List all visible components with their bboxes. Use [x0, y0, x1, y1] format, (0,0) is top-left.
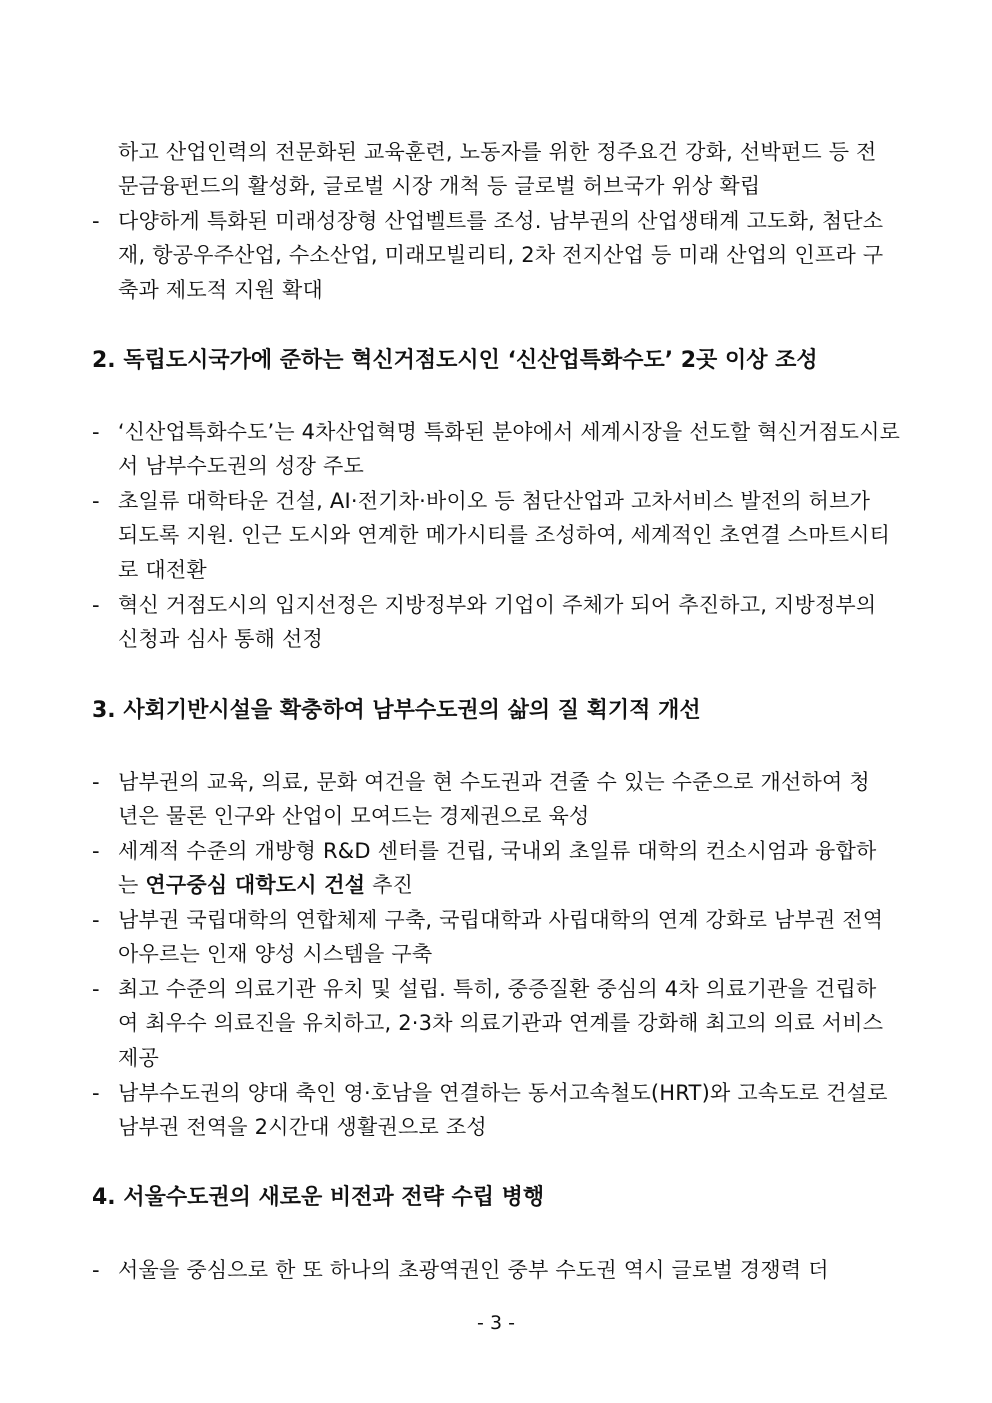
emphasis-text: 연구중심 대학도시 건설	[145, 873, 366, 897]
bullet-item	[92, 972, 877, 1006]
paragraph-line: 남부권 전역을 2시간대 생활권으로 조성	[118, 1115, 487, 1139]
paragraph-line: 서 남부수도권의 성장 주도	[118, 454, 364, 478]
paragraph-line: 문금융펀드의 활성화, 글로벌 시장 개척 등 글로벌 허브국가 위상 확립	[118, 174, 761, 198]
bullet-dash: -	[92, 908, 100, 932]
bullet-dash: -	[92, 839, 100, 863]
bullet-item	[92, 903, 883, 937]
paragraph-line: 아우르는 인재 양성 시스템을 구축	[118, 942, 433, 966]
bullet-item	[92, 415, 900, 449]
bullet-dash: -	[92, 209, 100, 233]
bullet-item	[92, 204, 883, 238]
bullet-text: 초일류 대학타운 건설, AI·전기차·바이오 등 첨단산업과 고차서비스 발전의 허브가	[118, 489, 871, 513]
paragraph-line: 년은 물론 인구와 산업이 모여드는 경제권으로 육성	[118, 804, 590, 828]
paragraph-line: 여 최우수 의료진을 유치하고, 2·3차 의료기관과 연계를 강화해 최고의 의료 서비스	[118, 1011, 884, 1035]
bullet-text: 세계적 수준의 개방형 R&D 센터를 건립, 국내외 초일류 대학의 컨소시엄과 융합하	[118, 839, 877, 863]
paragraph-line: 로 대전환	[118, 558, 207, 582]
bullet-text: 최고 수준의 의료기관 유치 및 설립. 특히, 중증질환 중심의 4차 의료기관을 건립하	[118, 977, 877, 1001]
page-number: - 3 -	[477, 1312, 515, 1334]
paragraph-line: 재, 항공우주산업, 수소산업, 미래모빌리티, 2차 전지산업 등 미래 산업의 인프라 구	[118, 243, 884, 267]
bullet-text: 다양하게 특화된 미래성장형 산업벨트를 조성. 남부권의 산업생태계 고도화, 첨단소	[118, 209, 884, 233]
bullet-item	[92, 1076, 888, 1110]
bullet-dash: -	[92, 489, 100, 513]
bullet-text: 남부권의 교육, 의료, 문화 여건을 현 수도권과 견줄 수 있는 수준으로 개선하여 청	[118, 770, 870, 794]
section-heading-2: 2. 독립도시국가에 준하는 혁신거점도시인 ‘신산업특화수도’ 2곳 이상 조성	[92, 348, 818, 373]
bullet-item	[92, 765, 870, 799]
text-segment: 는	[118, 873, 146, 897]
bullet-text: ‘신산업특화수도’는 4차산업혁명 특화된 분야에서 세계시장을 선도할 혁신거점도시로	[117, 420, 900, 444]
bullet-text: 남부권 국립대학의 연합체제 구축, 국립대학과 사립대학의 연계 강화로 남부권 전역	[118, 908, 884, 932]
bullet-dash: -	[92, 420, 100, 444]
paragraph-line: 신청과 심사 통해 선정	[118, 627, 323, 651]
bullet-dash: -	[92, 1081, 100, 1105]
bullet-text: 서울을 중심으로 한 또 하나의 초광역권인 중부 수도권 역시 글로벌 경쟁력 더	[118, 1258, 829, 1282]
paragraph-line: 하고 산업인력의 전문화된 교육훈련, 노동자를 위한 정주요건 강화, 선박펀드 등 전	[118, 140, 877, 164]
bullet-dash: -	[92, 977, 100, 1001]
bullet-item	[92, 834, 876, 868]
paragraph-line: 축과 제도적 지원 확대	[118, 278, 323, 302]
bullet-item	[92, 1253, 829, 1287]
bullet-item	[92, 588, 876, 622]
section-heading-3: 3. 사회기반시설을 확충하여 남부수도권의 삶의 질 획기적 개선	[92, 698, 701, 723]
paragraph-line	[118, 868, 413, 902]
bullet-text: 혁신 거점도시의 입지선정은 지방정부와 기업이 주체가 되어 추진하고, 지방정부의	[118, 593, 877, 617]
bullet-dash: -	[92, 593, 100, 617]
bullet-dash: -	[92, 770, 100, 794]
paragraph-line: 제공	[118, 1046, 159, 1070]
bullet-item	[92, 484, 870, 518]
bullet-text: 남부수도권의 양대 축인 영·호남을 연결하는 동서고속철도(HRT)와 고속도로 건설로	[118, 1081, 888, 1105]
text-segment: 추진	[365, 873, 414, 897]
section-heading-4: 4. 서울수도권의 새로운 비전과 전략 수립 병행	[92, 1185, 545, 1210]
paragraph-line: 되도록 지원. 인근 도시와 연계한 메가시티를 조성하여, 세계적인 초연결 스마트시티	[118, 523, 891, 547]
bullet-dash: -	[92, 1258, 100, 1282]
